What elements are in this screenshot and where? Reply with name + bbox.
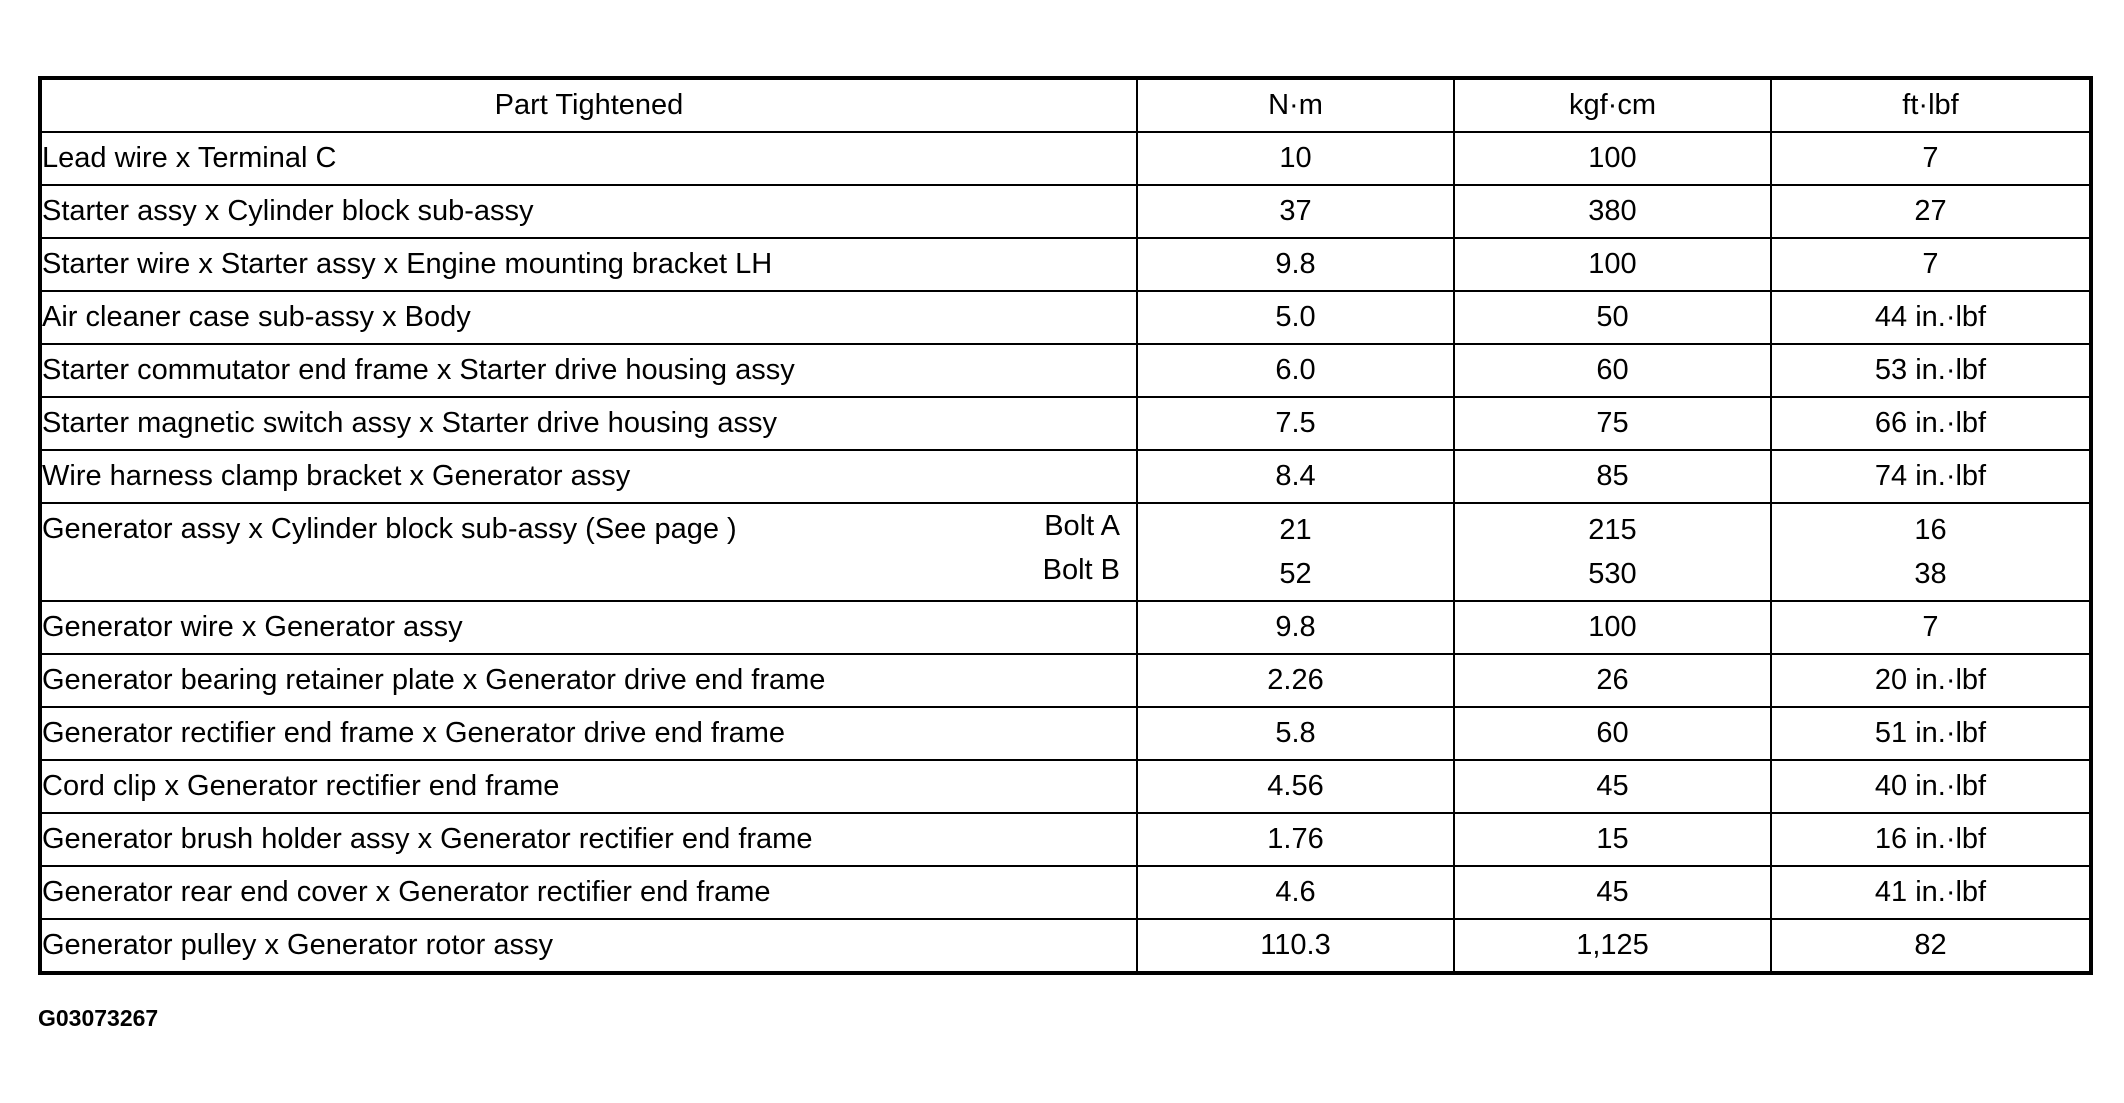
header-nm: N·m xyxy=(1137,78,1454,132)
nm-cell: 1.76 xyxy=(1137,813,1454,866)
nm-cell: 37 xyxy=(1137,185,1454,238)
nm-cell: 9.8 xyxy=(1137,601,1454,654)
part-cell xyxy=(40,503,1137,601)
bolt-a-ftlbf: 16 xyxy=(1914,514,1947,546)
kgfcm-cell xyxy=(1454,503,1771,601)
kgfcm-cell: 85 xyxy=(1454,450,1771,503)
part-cell: Starter assy x Cylinder block sub-assy xyxy=(40,185,1137,238)
ftlbf-cell: 7 xyxy=(1771,601,2091,654)
ftlbf-cell xyxy=(1771,503,2091,601)
table-row xyxy=(40,344,2091,397)
table-row xyxy=(40,760,2091,813)
part-cell: Wire harness clamp bracket x Generator assy xyxy=(40,450,1137,503)
header-ftlbf: ft·lbf xyxy=(1771,78,2091,132)
table-row xyxy=(40,919,2091,973)
figure-id: G03073267 xyxy=(38,1005,159,1031)
bolt-a-nm: 21 xyxy=(1279,514,1312,546)
kgfcm-cell: 50 xyxy=(1454,291,1771,344)
bolt-b-nm: 52 xyxy=(1279,558,1312,590)
ftlbf-cell: 51 in.·lbf xyxy=(1771,707,2091,760)
nm-cell: 4.56 xyxy=(1137,760,1454,813)
ftlbf-cell: 41 in.·lbf xyxy=(1771,866,2091,919)
table-row xyxy=(40,185,2091,238)
kgfcm-cell: 60 xyxy=(1454,707,1771,760)
ftlbf-cell: 27 xyxy=(1771,185,2091,238)
nm-cell: 4.6 xyxy=(1137,866,1454,919)
ftlbf-cell: 74 in.·lbf xyxy=(1771,450,2091,503)
nm-cell: 10 xyxy=(1137,132,1454,185)
ftlbf-cell: 7 xyxy=(1771,132,2091,185)
table-row xyxy=(40,813,2091,866)
part-cell: Starter commutator end frame x Starter drive housing assy xyxy=(40,344,1137,397)
part-label: Generator assy x Cylinder block sub-assy (See page ) xyxy=(42,513,737,545)
kgfcm-cell: 75 xyxy=(1454,397,1771,450)
part-cell: Starter wire x Starter assy x Engine mounting bracket LH xyxy=(40,238,1137,291)
nm-cell: 110.3 xyxy=(1137,919,1454,973)
part-cell: Starter magnetic switch assy x Starter drive housing assy xyxy=(40,397,1137,450)
nm-cell: 8.4 xyxy=(1137,450,1454,503)
table-row xyxy=(40,601,2091,654)
bolt-a-kgfcm: 215 xyxy=(1588,514,1637,546)
table-row xyxy=(40,866,2091,919)
nm-cell: 6.0 xyxy=(1137,344,1454,397)
kgfcm-cell: 45 xyxy=(1454,760,1771,813)
ftlbf-cell: 44 in.·lbf xyxy=(1771,291,2091,344)
kgfcm-cell: 100 xyxy=(1454,132,1771,185)
table-header-row xyxy=(40,78,2091,132)
part-cell: Air cleaner case sub-assy x Body xyxy=(40,291,1137,344)
part-cell: Cord clip x Generator rectifier end frame xyxy=(40,760,1137,813)
ftlbf-cell: 66 in.·lbf xyxy=(1771,397,2091,450)
nm-cell: 2.26 xyxy=(1137,654,1454,707)
header-kgfcm: kgf·cm xyxy=(1454,78,1771,132)
ftlbf-cell: 53 in.·lbf xyxy=(1771,344,2091,397)
kgfcm-cell: 380 xyxy=(1454,185,1771,238)
nm-cell: 7.5 xyxy=(1137,397,1454,450)
table-row xyxy=(40,450,2091,503)
kgfcm-cell: 45 xyxy=(1454,866,1771,919)
kgfcm-cell: 60 xyxy=(1454,344,1771,397)
ftlbf-cell: 20 in.·lbf xyxy=(1771,654,2091,707)
part-cell: Generator bearing retainer plate x Generator drive end frame xyxy=(40,654,1137,707)
header-part-tightened: Part Tightened xyxy=(40,78,1137,132)
kgfcm-cell: 26 xyxy=(1454,654,1771,707)
nm-cell xyxy=(1137,503,1454,601)
bolt-labels xyxy=(1043,504,1120,592)
table-row xyxy=(40,238,2091,291)
bolt-a-label: Bolt A xyxy=(1044,510,1120,542)
part-cell: Generator wire x Generator assy xyxy=(40,601,1137,654)
nm-cell: 5.0 xyxy=(1137,291,1454,344)
part-cell: Lead wire x Terminal C xyxy=(40,132,1137,185)
torque-spec-table xyxy=(38,76,2093,975)
table-row xyxy=(40,291,2091,344)
ftlbf-cell: 7 xyxy=(1771,238,2091,291)
part-cell: Generator pulley x Generator rotor assy xyxy=(40,919,1137,973)
table-row xyxy=(40,654,2091,707)
bolt-b-label: Bolt B xyxy=(1042,554,1120,586)
ftlbf-cell: 40 in.·lbf xyxy=(1771,760,2091,813)
kgfcm-cell: 15 xyxy=(1454,813,1771,866)
table-row-split xyxy=(40,503,2091,601)
part-cell: Generator rear end cover x Generator rectifier end frame xyxy=(40,866,1137,919)
bolt-b-kgfcm: 530 xyxy=(1588,558,1637,590)
nm-cell: 9.8 xyxy=(1137,238,1454,291)
table-row xyxy=(40,707,2091,760)
kgfcm-cell: 100 xyxy=(1454,601,1771,654)
part-cell: Generator brush holder assy x Generator rectifier end frame xyxy=(40,813,1137,866)
nm-cell: 5.8 xyxy=(1137,707,1454,760)
bolt-b-ftlbf: 38 xyxy=(1914,558,1947,590)
kgfcm-cell: 100 xyxy=(1454,238,1771,291)
part-cell: Generator rectifier end frame x Generator drive end frame xyxy=(40,707,1137,760)
table-row xyxy=(40,132,2091,185)
ftlbf-cell: 82 xyxy=(1771,919,2091,973)
kgfcm-cell: 1,125 xyxy=(1454,919,1771,973)
ftlbf-cell: 16 in.·lbf xyxy=(1771,813,2091,866)
table-row xyxy=(40,397,2091,450)
